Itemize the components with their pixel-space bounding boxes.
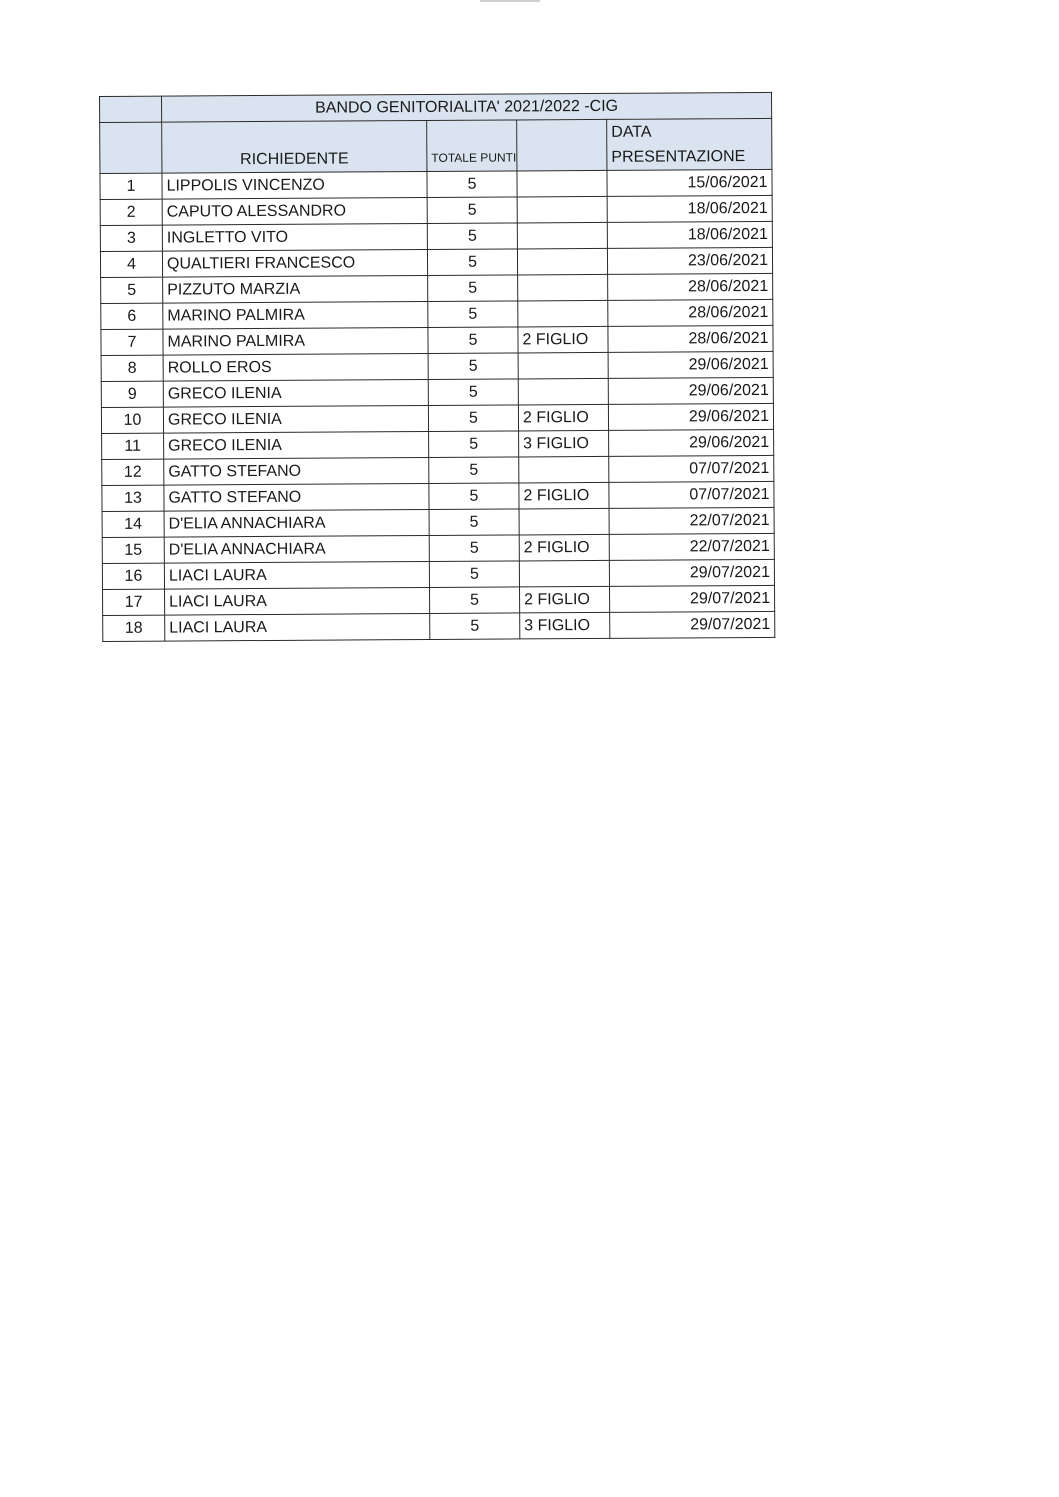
table-row [103, 585, 775, 615]
title-blank-cell [100, 96, 162, 122]
title-row [100, 92, 772, 122]
table-row [101, 325, 773, 355]
row-note [517, 248, 607, 275]
row-totale-punti: 5 [428, 379, 518, 406]
row-number: 10 [101, 407, 163, 433]
table-row [103, 611, 775, 641]
row-note: 2 FIGLIO [520, 586, 610, 613]
row-data-presentazione: 22/07/2021 [609, 507, 774, 534]
row-richiedente: GRECO ILENIA [163, 379, 428, 407]
row-totale-punti: 5 [428, 327, 518, 354]
row-note [518, 274, 608, 301]
row-richiedente: LIPPOLIS VINCENZO [162, 171, 427, 199]
header-data-line2: PRESENTAZIONE [611, 148, 746, 166]
table-row [101, 403, 773, 433]
scan-artifact [480, 0, 540, 2]
row-data-presentazione: 29/06/2021 [608, 351, 773, 378]
row-data-presentazione: 07/07/2021 [609, 455, 774, 482]
row-note [518, 378, 608, 405]
row-data-presentazione: 29/07/2021 [610, 585, 775, 612]
row-number: 4 [100, 251, 162, 277]
row-number: 5 [101, 277, 163, 303]
row-data-presentazione: 29/07/2021 [610, 611, 775, 638]
table-title: BANDO GENITORIALITA' 2021/2022 -CIG [162, 92, 772, 122]
header-number-cell [100, 122, 162, 173]
row-note: 2 FIGLIO [519, 534, 609, 561]
row-number: 12 [102, 459, 164, 485]
table-row [102, 429, 774, 459]
row-data-presentazione: 29/06/2021 [608, 377, 773, 404]
row-number: 11 [102, 433, 164, 459]
applicants-table [99, 92, 775, 642]
table-row [100, 247, 772, 277]
row-number: 13 [102, 485, 164, 511]
row-totale-punti: 5 [427, 223, 517, 250]
row-number: 6 [101, 303, 163, 329]
header-richiedente: RICHIEDENTE [162, 120, 427, 173]
row-number: 16 [102, 563, 164, 589]
row-note [518, 352, 608, 379]
row-richiedente: LIACI LAURA [165, 613, 430, 641]
row-data-presentazione: 07/07/2021 [609, 481, 774, 508]
row-richiedente: LIACI LAURA [164, 561, 429, 589]
row-richiedente: PIZZUTO MARZIA [163, 275, 428, 303]
row-richiedente: CAPUTO ALESSANDRO [162, 197, 427, 225]
row-richiedente: GRECO ILENIA [163, 405, 428, 433]
header-data-presentazione [607, 118, 772, 170]
row-totale-punti: 5 [429, 483, 519, 510]
row-data-presentazione: 22/07/2021 [609, 533, 774, 560]
row-totale-punti: 5 [429, 561, 519, 588]
row-totale-punti: 5 [427, 249, 517, 276]
row-totale-punti: 5 [429, 509, 519, 536]
row-totale-punti: 5 [428, 405, 518, 432]
row-number: 18 [103, 615, 165, 641]
table-row [100, 221, 772, 251]
row-data-presentazione: 18/06/2021 [607, 221, 772, 248]
header-data-line1: DATA [611, 123, 652, 141]
table-row [102, 507, 774, 537]
table-row [100, 169, 772, 199]
row-totale-punti: 5 [428, 353, 518, 380]
row-note: 3 FIGLIO [520, 612, 610, 639]
row-totale-punti: 5 [430, 587, 520, 614]
row-number: 8 [101, 355, 163, 381]
row-richiedente: D'ELIA ANNACHIARA [164, 535, 429, 563]
row-note: 2 FIGLIO [518, 404, 608, 431]
table-row [102, 455, 774, 485]
row-richiedente: MARINO PALMIRA [163, 301, 428, 329]
row-totale-punti: 5 [429, 431, 519, 458]
row-number: 15 [102, 537, 164, 563]
row-data-presentazione: 29/06/2021 [609, 429, 774, 456]
row-totale-punti: 5 [427, 197, 517, 224]
table-row [101, 273, 773, 303]
row-richiedente: GATTO STEFANO [164, 457, 429, 485]
table-row [102, 559, 774, 589]
row-note [517, 222, 607, 249]
row-totale-punti: 5 [430, 613, 520, 640]
row-number: 9 [101, 381, 163, 407]
row-note [519, 456, 609, 483]
row-data-presentazione: 18/06/2021 [607, 195, 772, 222]
row-note [517, 170, 607, 197]
row-richiedente: D'ELIA ANNACHIARA [164, 509, 429, 537]
row-note: 2 FIGLIO [518, 326, 608, 353]
row-totale-punti: 5 [429, 535, 519, 562]
row-note: 3 FIGLIO [519, 430, 609, 457]
table-row [101, 351, 773, 381]
row-data-presentazione: 15/06/2021 [607, 169, 772, 196]
row-richiedente: GATTO STEFANO [164, 483, 429, 511]
table-row [102, 481, 774, 511]
row-data-presentazione: 23/06/2021 [607, 247, 772, 274]
table-body [100, 169, 775, 641]
row-data-presentazione: 29/07/2021 [609, 559, 774, 586]
row-data-presentazione: 28/06/2021 [608, 325, 773, 352]
row-richiedente: QUALTIERI FRANCESCO [162, 249, 427, 277]
row-richiedente: GRECO ILENIA [164, 431, 429, 459]
row-totale-punti: 5 [428, 301, 518, 328]
row-richiedente: LIACI LAURA [165, 587, 430, 615]
table-row [102, 533, 774, 563]
row-totale-punti: 5 [427, 171, 517, 198]
row-data-presentazione: 28/06/2021 [608, 273, 773, 300]
row-richiedente: MARINO PALMIRA [163, 327, 428, 355]
column-header-row [100, 118, 772, 173]
row-number: 2 [100, 199, 162, 225]
row-totale-punti: 5 [429, 457, 519, 484]
table-row [101, 299, 773, 329]
row-note [519, 508, 609, 535]
row-richiedente: ROLLO EROS [163, 353, 428, 381]
table-row [101, 377, 773, 407]
row-number: 3 [100, 225, 162, 251]
row-richiedente: INGLETTO VITO [162, 223, 427, 251]
row-number: 7 [101, 329, 163, 355]
header-totale-punti: TOTALE PUNTI [427, 120, 517, 172]
row-data-presentazione: 29/06/2021 [608, 403, 773, 430]
row-data-presentazione: 28/06/2021 [608, 299, 773, 326]
row-number: 17 [103, 589, 165, 615]
row-number: 1 [100, 173, 162, 199]
row-note [519, 560, 609, 587]
header-note [517, 119, 607, 171]
table-row [100, 195, 772, 225]
row-totale-punti: 5 [428, 275, 518, 302]
row-note [518, 300, 608, 327]
row-number: 14 [102, 511, 164, 537]
row-note [517, 196, 607, 223]
row-note: 2 FIGLIO [519, 482, 609, 509]
